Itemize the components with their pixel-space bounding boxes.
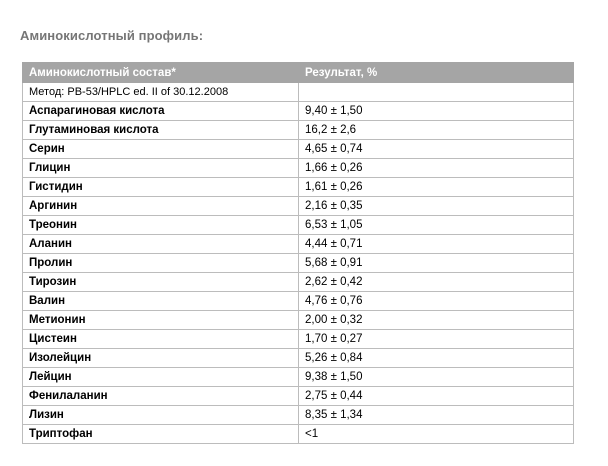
table-header-row bbox=[23, 63, 574, 83]
amino-acid-table bbox=[22, 62, 574, 444]
amino-acid-name: Аргинин bbox=[23, 197, 299, 216]
amino-acid-name: Треонин bbox=[23, 216, 299, 235]
amino-acid-name: Лизин bbox=[23, 406, 299, 425]
amino-acid-name: Тирозин bbox=[23, 273, 299, 292]
amino-acid-result: 4,44 ± 0,71 bbox=[299, 235, 574, 254]
amino-acid-result: 9,40 ± 1,50 bbox=[299, 102, 574, 121]
amino-acid-name: Лейцин bbox=[23, 368, 299, 387]
amino-acid-result: 1,61 ± 0,26 bbox=[299, 178, 574, 197]
table-row bbox=[23, 425, 574, 444]
amino-acid-name: Изолейцин bbox=[23, 349, 299, 368]
amino-acid-result: 2,75 ± 0,44 bbox=[299, 387, 574, 406]
amino-acid-result: 6,53 ± 1,05 bbox=[299, 216, 574, 235]
amino-acid-name: Валин bbox=[23, 292, 299, 311]
table-row bbox=[23, 121, 574, 140]
amino-acid-result: 9,38 ± 1,50 bbox=[299, 368, 574, 387]
table-row bbox=[23, 406, 574, 425]
method-cell: Метод: РВ-53/HPLC ed. II of 30.12.2008 bbox=[23, 83, 299, 102]
table-row bbox=[23, 254, 574, 273]
amino-acid-result: 5,68 ± 0,91 bbox=[299, 254, 574, 273]
amino-acid-result: <1 bbox=[299, 425, 574, 444]
amino-acid-result: 16,2 ± 2,6 bbox=[299, 121, 574, 140]
column-header-composition: Аминокислотный состав* bbox=[23, 63, 299, 83]
amino-acid-name: Глицин bbox=[23, 159, 299, 178]
amino-acid-name: Аспарагиновая кислота bbox=[23, 102, 299, 121]
amino-acid-result: 1,66 ± 0,26 bbox=[299, 159, 574, 178]
amino-acid-name: Серин bbox=[23, 140, 299, 159]
table-row bbox=[23, 102, 574, 121]
table-row bbox=[23, 311, 574, 330]
amino-acid-name: Гистидин bbox=[23, 178, 299, 197]
table-row bbox=[23, 178, 574, 197]
amino-acid-result: 1,70 ± 0,27 bbox=[299, 330, 574, 349]
amino-acid-result: 2,62 ± 0,42 bbox=[299, 273, 574, 292]
table-row bbox=[23, 235, 574, 254]
amino-acid-result: 2,16 ± 0,35 bbox=[299, 197, 574, 216]
amino-acid-result: 4,65 ± 0,74 bbox=[299, 140, 574, 159]
amino-acid-result: 8,35 ± 1,34 bbox=[299, 406, 574, 425]
amino-acid-name: Аланин bbox=[23, 235, 299, 254]
table-row bbox=[23, 216, 574, 235]
amino-acid-name: Цистеин bbox=[23, 330, 299, 349]
method-value-cell bbox=[299, 83, 574, 102]
table-row bbox=[23, 140, 574, 159]
amino-acid-result: 2,00 ± 0,32 bbox=[299, 311, 574, 330]
table-row bbox=[23, 387, 574, 406]
amino-acid-name: Фенилаланин bbox=[23, 387, 299, 406]
amino-acid-name: Пролин bbox=[23, 254, 299, 273]
column-header-result: Результат, % bbox=[299, 63, 574, 83]
table-row bbox=[23, 159, 574, 178]
table-row bbox=[23, 197, 574, 216]
amino-acid-result: 4,76 ± 0,76 bbox=[299, 292, 574, 311]
amino-acid-name: Метионин bbox=[23, 311, 299, 330]
amino-acid-result: 5,26 ± 0,84 bbox=[299, 349, 574, 368]
amino-acid-name: Триптофан bbox=[23, 425, 299, 444]
page-title: Аминокислотный профиль: bbox=[20, 28, 204, 43]
table-row bbox=[23, 292, 574, 311]
amino-acid-name: Глутаминовая кислота bbox=[23, 121, 299, 140]
method-row bbox=[23, 83, 574, 102]
table-row bbox=[23, 368, 574, 387]
table-row bbox=[23, 349, 574, 368]
table-row bbox=[23, 330, 574, 349]
table-row bbox=[23, 273, 574, 292]
